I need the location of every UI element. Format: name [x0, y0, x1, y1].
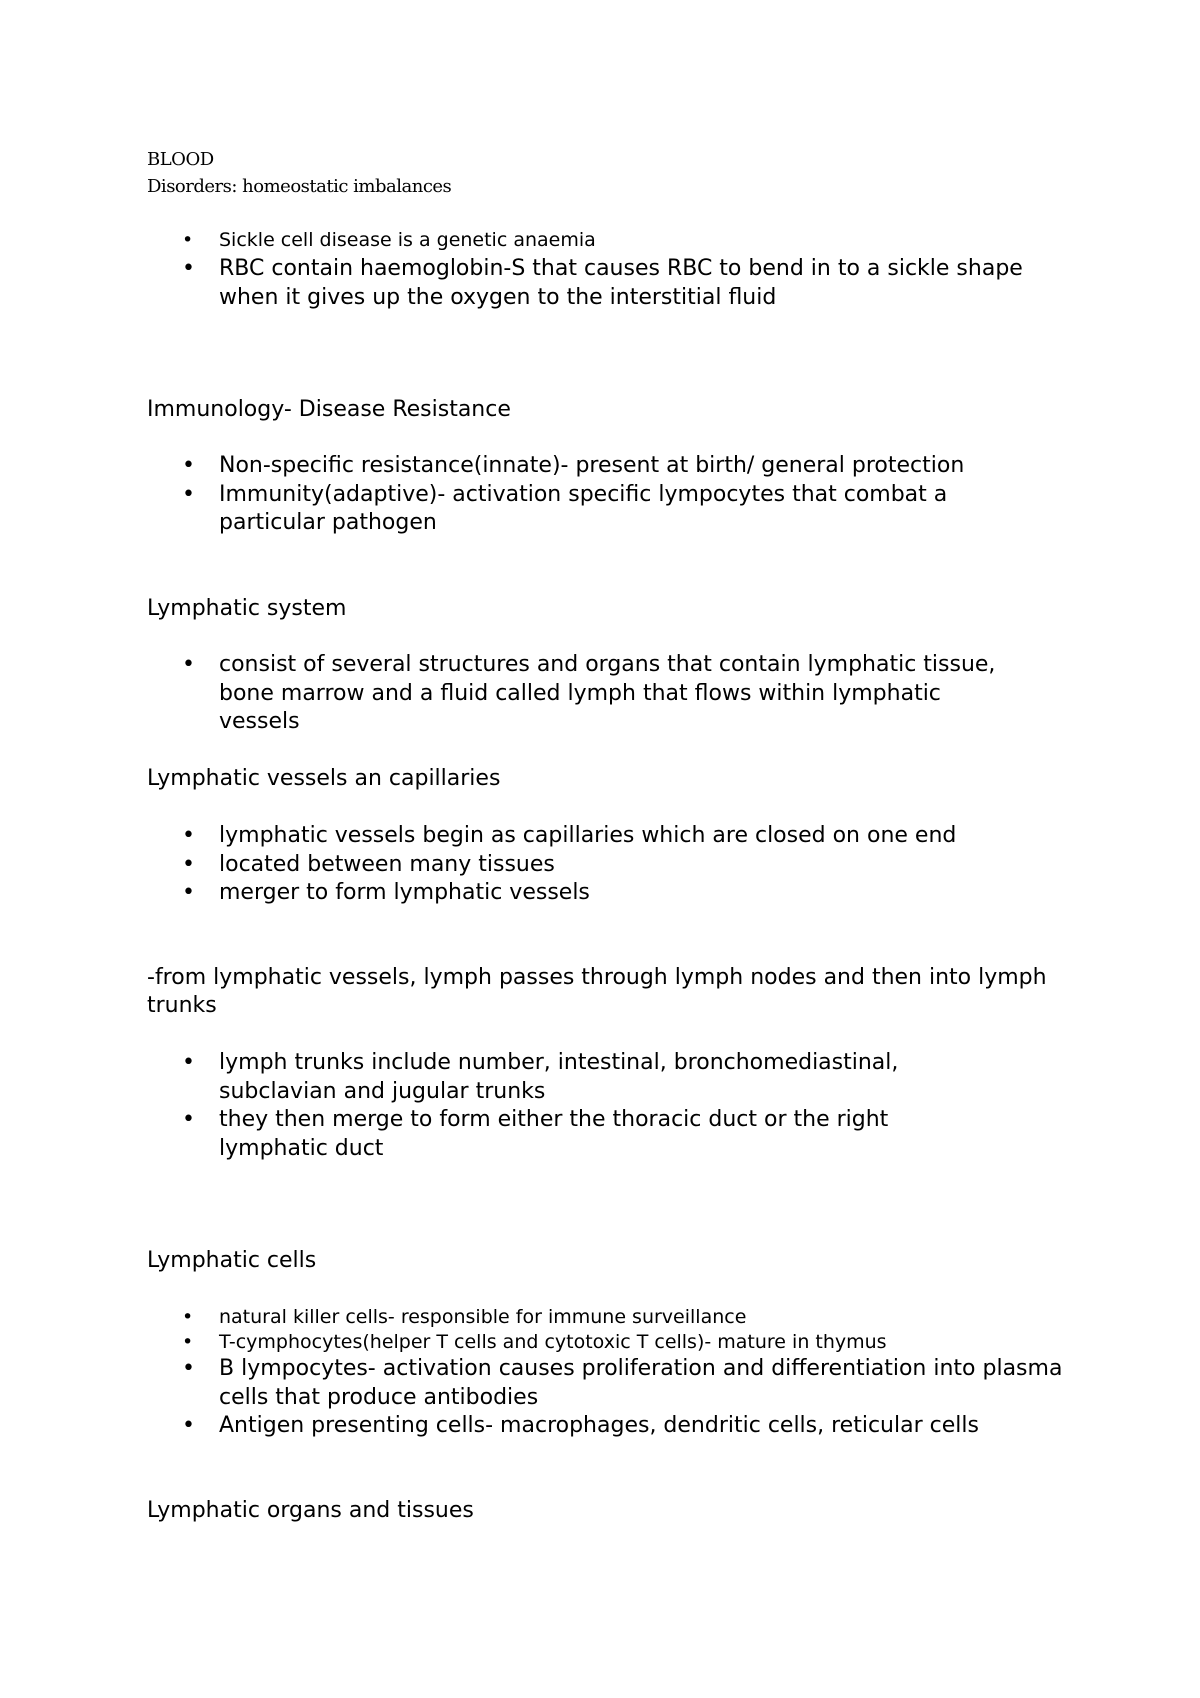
- list-item: • Sickle cell disease is a genetic anaemia: [147, 228, 1047, 253]
- section-heading-lymphatic-organs: Lymphatic organs and tissues: [147, 1498, 474, 1523]
- list-item: • consist of several structures and organs that contain lymphatic tissue, bone marrow and a fluid called lymph that flows within lymphatic vessels: [147, 651, 1007, 737]
- immunology-list: [147, 452, 1087, 538]
- list-item: • Immunity(adaptive)- activation specific lympocytes that combat a particular pathogen: [147, 481, 1039, 538]
- page-subtitle: Disorders: homeostatic imbalances: [147, 176, 452, 197]
- list-item: • they then merge to form either the thoracic duct or the right lymphatic duct: [147, 1106, 919, 1163]
- list-item: • merger to form lymphatic vessels: [147, 879, 1087, 908]
- list-item: • lymphatic vessels begin as capillaries which are closed on one end: [147, 822, 1087, 851]
- list-item: • RBC contain haemoglobin-S that causes RBC to bend in to a sickle shape when it gives up the oxygen to the interstitial fluid: [147, 255, 1047, 312]
- blood-list: [147, 228, 1047, 312]
- lymphatic-system-list: [147, 651, 1007, 737]
- lymph-trunks-list: [147, 1049, 1007, 1163]
- list-item: • Antigen presenting cells- macrophages, dendritic cells, reticular cells: [147, 1412, 1087, 1441]
- list-item: • T-cymphocytes(helper T cells and cytotoxic T cells)- mature in thymus: [147, 1330, 1087, 1355]
- section-heading-immunology: Immunology- Disease Resistance: [147, 397, 511, 422]
- lymph-flow-paragraph: -from lymphatic vessels, lymph passes through lymph nodes and then into lymph trunks: [147, 965, 1047, 1018]
- section-heading-lymphatic-vessels: Lymphatic vessels an capillaries: [147, 766, 501, 791]
- list-item: • Non-specific resistance(innate)- present at birth/ general protection: [147, 452, 1087, 481]
- list-item: • lymph trunks include number, intestinal, bronchomediastinal, subclavian and jugular trunks: [147, 1049, 1007, 1106]
- section-heading-lymphatic-cells: Lymphatic cells: [147, 1248, 317, 1273]
- page-title: BLOOD: [147, 149, 214, 170]
- section-heading-lymphatic-system: Lymphatic system: [147, 596, 347, 621]
- list-item: • located between many tissues: [147, 851, 1087, 880]
- lymphatic-cells-list: [147, 1305, 1087, 1441]
- list-item: • natural killer cells- responsible for immune surveillance: [147, 1305, 1087, 1330]
- lymphatic-vessels-list: [147, 822, 1087, 908]
- blood-header: [147, 146, 1087, 200]
- list-item: • B lympocytes- activation causes proliferation and differentiation into plasma cells that produce antibodies: [147, 1355, 1087, 1412]
